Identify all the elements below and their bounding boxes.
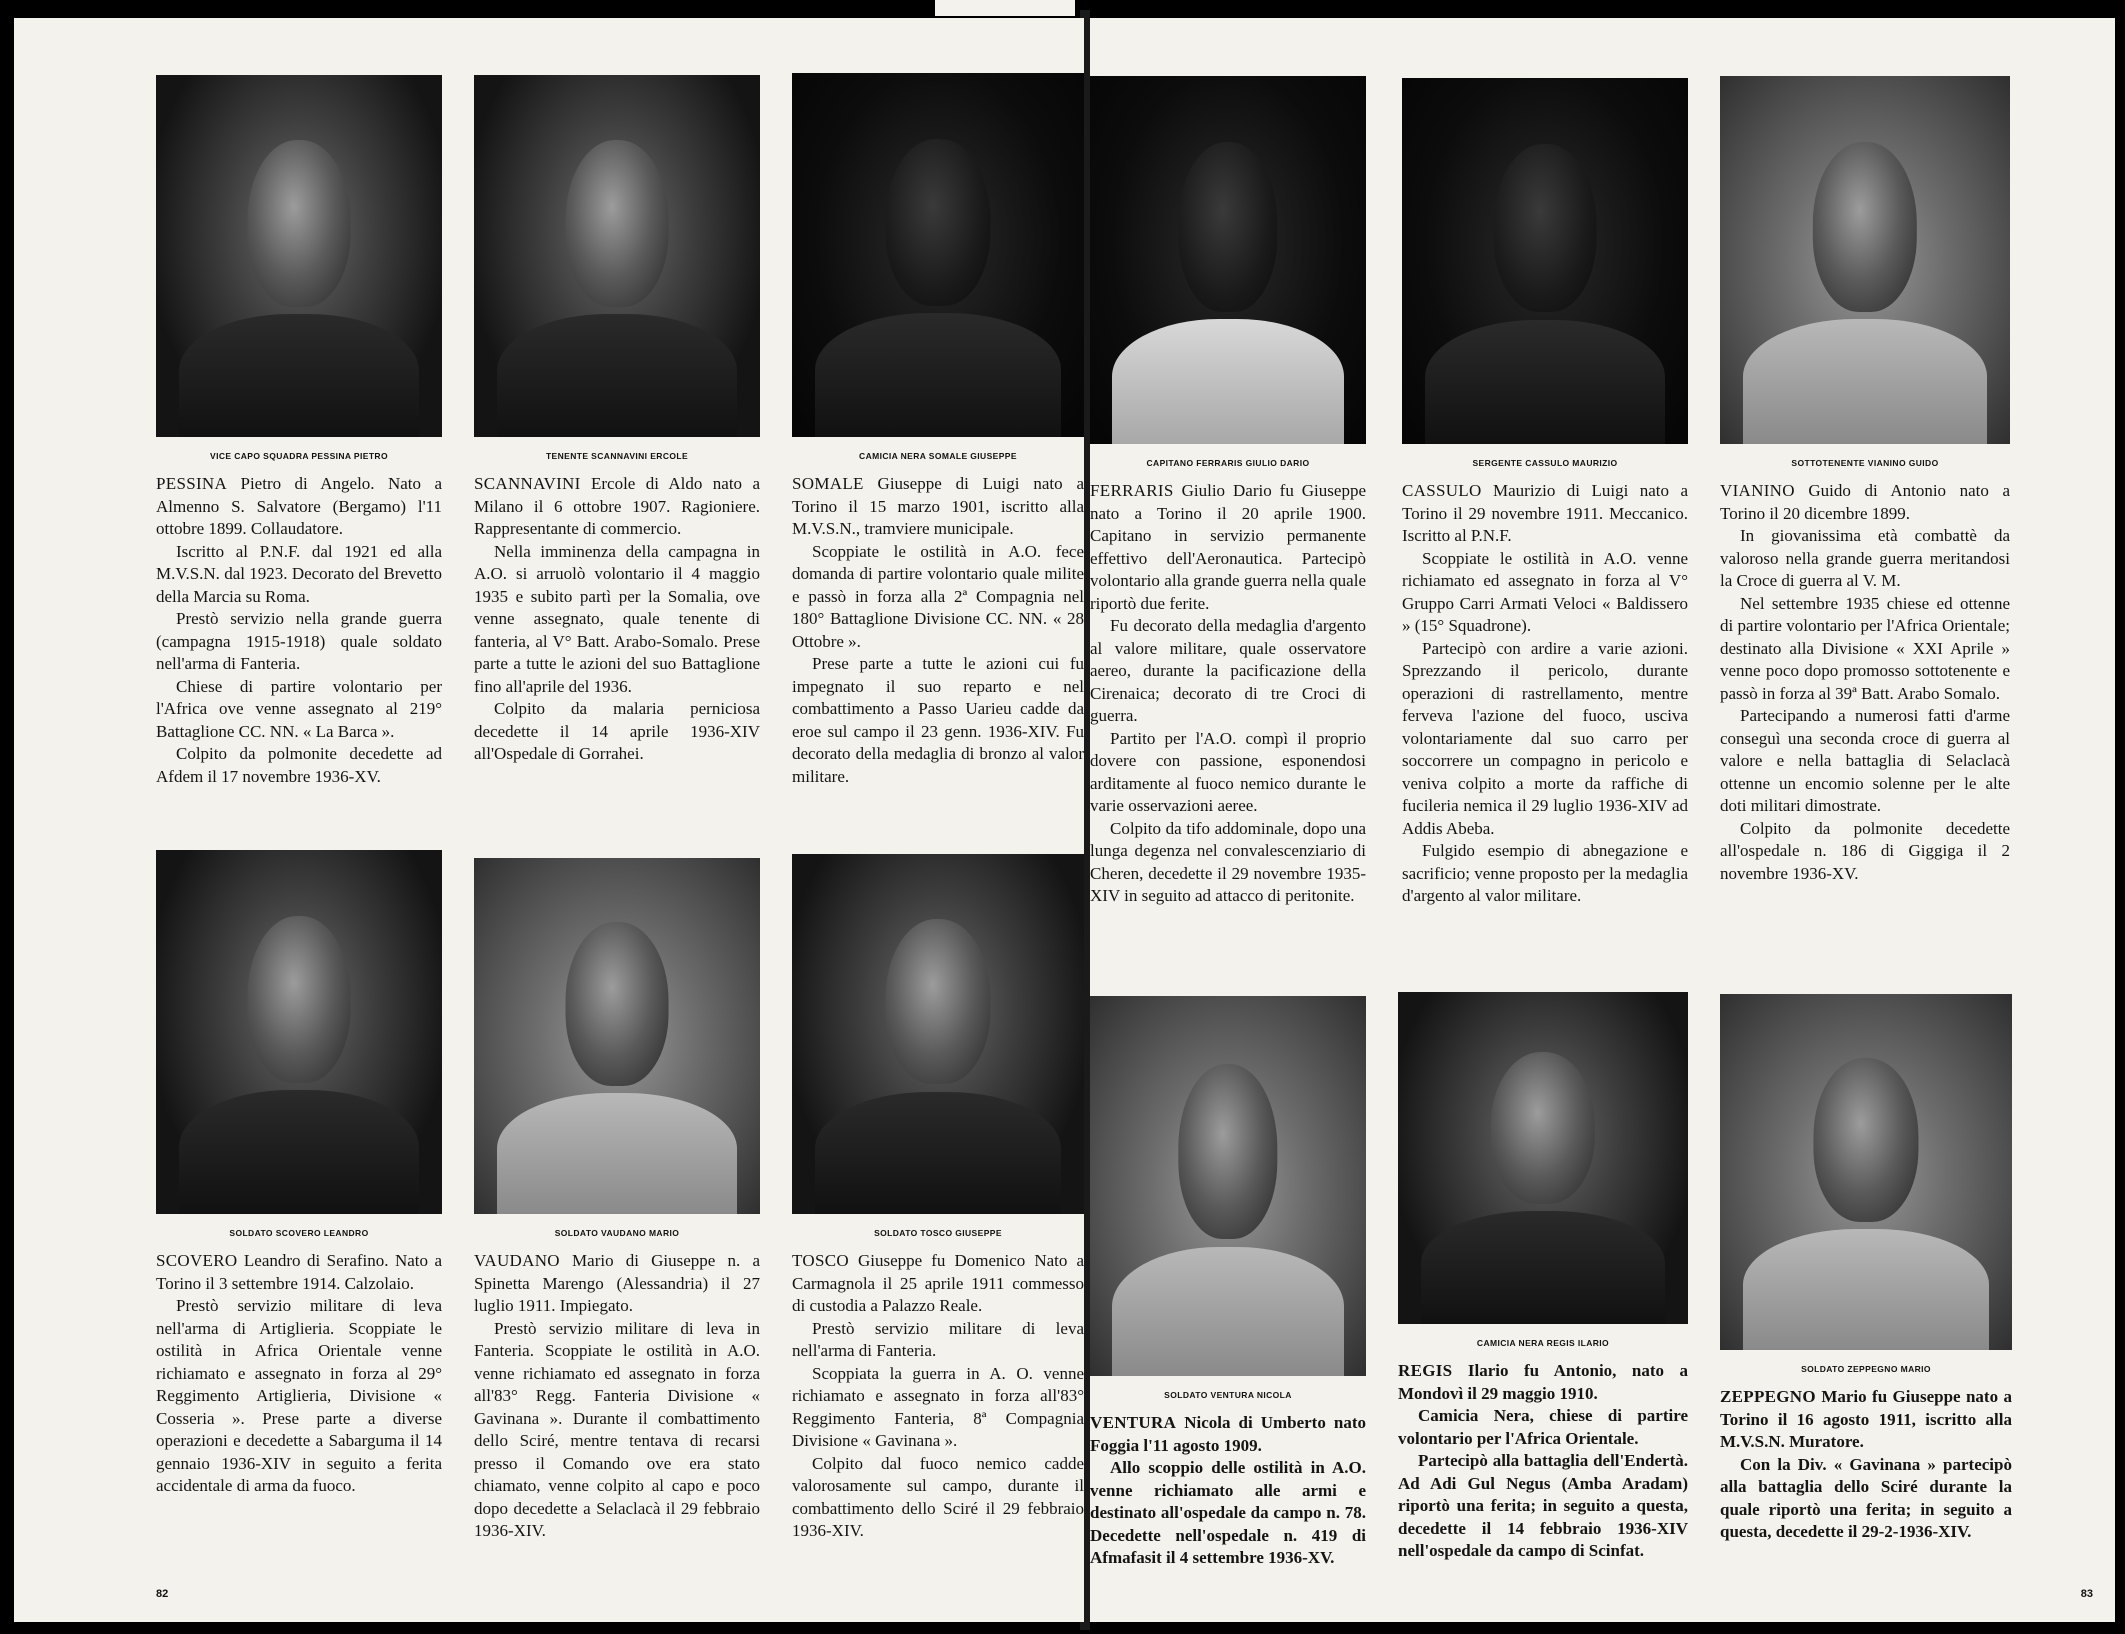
entry-cassulo [1402, 78, 1688, 908]
page-number: 82 [156, 1588, 169, 1600]
page-number: 83 [2080, 1588, 2093, 1600]
entry-vaudano [474, 858, 760, 1543]
biography-text: REGIS Ilario fu Antonio, nato a Mondovì il 29 maggio 1910. Camicia Nera, chiese di partire volontario per l'Africa Orientale. Partecipò alla battaglia dell'Endertà. Ad Adi Gul Negus (Amba Aradam) riportò una ferita; in seguito a questa, decedette il 14 febbraio 1936-XIV nell'ospedale da campo di Scinfat. [1398, 1361, 1688, 1560]
portrait-photo [792, 854, 1084, 1214]
portrait-photo [1720, 994, 2012, 1350]
entry-ferraris [1090, 76, 1366, 908]
entry-somale [792, 73, 1084, 788]
left-page [14, 18, 1084, 1622]
photo-caption: SOLDATO TOSCO GIUSEPPE [874, 1228, 1002, 1238]
photo-caption: SOTTOTENENTE VIANINO GUIDO [1791, 458, 1939, 468]
biography-text: CASSULO Maurizio di Luigi nato a Torino il 29 novembre 1911. Meccanico. Iscritto al P.N.F. Scoppiate le ostilità in A.O. venne richiamato ed assegnato in forza al V° Gruppo Carri Armati Veloci « Baldissero » (15° Squadrone). Partecipò con ardire a varie azioni. Sprezzando il pericolo, durante operazioni di rastrellamento, mentre ferveva l'azione del fuoco, usciva volontariamente dal suo carro per soccorrere un compagno in pericolo e veniva colpito a morte da raffiche di fucileria nemica il 29 luglio 1936-XIV ad Addis Abeba. Fulgido esempio di abnegazione e sacrificio; venne proposto per la medaglia d'argento al valor militare. [1402, 481, 1688, 905]
surname: VAUDANO [474, 1251, 560, 1270]
surname: SCOVERO [156, 1251, 238, 1270]
biography-text: VENTURA Nicola di Umberto nato Foggia l'11 agosto 1909. Allo scoppio delle ostilità in A.O. venne richiamato alle armi e destinato all'ospedale da campo n. 78. Decedette nell'ospedale n. 419 di Afmafasit il 4 settembre 1936-XV. [1090, 1413, 1366, 1567]
right-page [1090, 18, 2115, 1622]
portrait-photo [156, 850, 442, 1214]
photo-caption: SOLDATO VENTURA NICOLA [1164, 1390, 1292, 1400]
entry-pessina [156, 75, 442, 788]
entry-zeppegno [1720, 994, 2012, 1544]
entry-regis [1398, 992, 1688, 1563]
portrait-photo [1398, 992, 1688, 1324]
photo-caption: SOLDATO ZEPPEGNO MARIO [1801, 1364, 1931, 1374]
surname: TOSCO [792, 1251, 849, 1270]
biography-text: SCANNAVINI Ercole di Aldo nato a Milano il 6 ottobre 1907. Ragioniere. Rappresentante di commercio. Nella imminenza della campagna in A.O. si arruolò volontario il 4 maggio 1935 e subito partì per la Somalia, ove venne assegnato, quale tenente di fanteria, al V° Batt. Arabo-Somalo. Prese parte a tutte le azioni del suo Battaglione fino all'aprile del 1936. Colpito da malaria perniciosa decedette il 14 aprile 1936-XIV all'Ospedale di Gorrahei. [474, 474, 760, 763]
entry-ventura [1090, 996, 1366, 1570]
edge-mark [2105, 42, 2109, 54]
surname: FERRARIS [1090, 481, 1174, 500]
biography-text: PESSINA Pietro di Angelo. Nato a Almenno S. Salvatore (Bergamo) l'11 ottobre 1899. Collaudatore. Iscritto al P.N.F. dal 1921 ed alla M.V.S.N. dal 1923. Decorato del Brevetto della Marcia su Roma. Prestò servizio nella grande guerra (campagna 1915-1918) quale soldato nell'arma di Fanteria. Chiese di partire volontario per l'Africa ove venne assegnato al 219° Battaglione CC. NN. « La Barca ». Colpito da polmonite decedette ad Afdem il 17 novembre 1936-XV. [156, 474, 442, 786]
photo-caption: CAMICIA NERA SOMALE GIUSEPPE [859, 451, 1017, 461]
portrait-photo [474, 75, 760, 437]
biography-text: SCOVERO Leandro di Serafino. Nato a Torino il 3 settembre 1914. Calzolaio. Prestò servizio militare di leva nell'arma di Artiglieria. Scoppiate le ostilità in Africa Orientale venne richiamato e assegnato in forza al 29° Reggimento Artiglieria, Divisione « Cosseria ». Prese parte a diverse operazioni e decedette a Sabarguma il 14 gennaio 1936-XIV in seguito a ferita accidentale di arma da fuoco. [156, 1251, 442, 1495]
portrait-photo [1090, 996, 1366, 1376]
biography-text: ZEPPEGNO Mario fu Giuseppe nato a Torino il 16 agosto 1911, iscritto alla M.V.S.N. Muratore. Con la Div. « Gavinana » partecipò alla battaglia dello Sciré durante la quale riportò una ferita; in seguito a questa, decedette il 29-2-1936-XIV. [1720, 1387, 2012, 1541]
photo-caption: SOLDATO SCOVERO LEANDRO [229, 1228, 369, 1238]
surname: CASSULO [1402, 481, 1482, 500]
photo-caption: CAMICIA NERA REGIS ILARIO [1476, 1338, 1610, 1348]
photo-caption: VICE CAPO SQUADRA PESSINA PIETRO [210, 451, 388, 461]
surname: SCANNAVINI [474, 474, 581, 493]
surname: ZEPPEGNO [1720, 1387, 1816, 1406]
top-paper-slip [935, 0, 1075, 16]
surname: PESSINA [156, 474, 228, 493]
photo-caption: SERGENTE CASSULO MAURIZIO [1472, 458, 1618, 468]
photo-caption: TENENTE SCANNAVINI ERCOLE [545, 451, 689, 461]
biography-text: TOSCO Giuseppe fu Domenico Nato a Carmagnola il 25 aprile 1911 commesso di custodia a Palazzo Reale. Prestò servizio militare di leva nell'arma di Fanteria. Scoppiata la guerra in A. O. venne richiamato e assegnato in forza all'83° Reggimento Fanteria, 8ª Compagnia Divisione « Gavinana ». Colpito dal fuoco nemico cadde valorosamente sul campo, durante il combattimento dello Sciré il 29 febbraio 1936-XIV. [792, 1251, 1084, 1540]
portrait-photo [156, 75, 442, 437]
entry-scannavini [474, 75, 760, 766]
portrait-photo [474, 858, 760, 1214]
portrait-photo [1720, 76, 2010, 444]
biography-text: FERRARIS Giulio Dario fu Giuseppe nato a Torino il 20 aprile 1900. Capitano in servizio permanente effettivo dell'Aeronautica. Partecipò volontario alla grande guerra nella quale riportò due ferite. Fu decorato della medaglia d'argento al valore militare, quale osservatore aereo, durante la pacificazione della Cirenaica; decorato di tre Croci di guerra. Partito per l'A.O. compì il proprio dovere con passione, esponendosi arditamente al fuoco nemico durante le varie osservazioni aeree. Colpito da tifo addominale, dopo una lunga degenza nel convalescenziario di Cheren, decedette il 29 novembre 1935-XIV in seguito ad attacco di peritonite. [1090, 481, 1366, 905]
biography-text: VAUDANO Mario di Giuseppe n. a Spinetta Marengo (Alessandria) il 27 luglio 1911. Impiegato. Prestò servizio militare di leva in Fanteria. Scoppiate le ostilità in A.O. venne richiamato ed assegnato in forza all'83° Regg. Fanteria Divisione « Gavinana ». Durante il combattimento dello Sciré, mentre tentava di recarsi presso il Comando ove era stato chiamato, venne colpito al capo e poco dopo decedette a Selaclacà il 29 febbraio 1936-XIV. [474, 1251, 760, 1540]
biography-text: VIANINO Guido di Antonio nato a Torino il 20 dicembre 1899. In giovanissima età combattè da valoroso nella grande guerra meritandosi la Croce di guerra al V. M. Nel settembre 1935 chiese ed ottenne di partire volontario per l'Africa Orientale; destinato alla Divisione « XXI Aprile » venne poco dopo promosso sottotenente e passò in forza al 39ª Batt. Arabo Somalo. Partecipando a numerosi fatti d'arme conseguì una seconda croce di guerra al valore e nella battaglia di Selaclacà ottenne un encomio solenne per le alte doti militari dimostrate. Colpito da polmonite decedette all'ospedale n. 186 di Giggiga il 2 novembre 1936-XV. [1720, 481, 2010, 883]
surname: VENTURA [1090, 1413, 1177, 1432]
portrait-photo [1090, 76, 1366, 444]
portrait-photo [1402, 78, 1688, 444]
surname: VIANINO [1720, 481, 1795, 500]
portrait-photo [792, 73, 1084, 437]
photo-caption: CAPITANO FERRARIS GIULIO DARIO [1146, 458, 1310, 468]
biography-text: SOMALE Giuseppe di Luigi nato a Torino il 15 marzo 1901, iscritto alla M.V.S.N., tramviere municipale. Scoppiate le ostilità in A.O. fece domanda di partire volontario quale milite e passò in forza alla 2ª Compagnia nel 180° Battaglione Divisione CC. NN. « 28 Ottobre ». Prese parte a tutte le azioni cui fu impegnato il suo reparto e nel combattimento a Passo Uarieu cadde da eroe sul campo il 23 genn. 1936-XIV. Fu decorato della medaglia di bronzo al valor militare. [792, 474, 1084, 786]
surname: SOMALE [792, 474, 864, 493]
entry-vianino [1720, 76, 2010, 885]
surname: REGIS [1398, 1361, 1453, 1380]
entry-scovero [156, 850, 442, 1498]
entry-tosco [792, 854, 1084, 1543]
photo-caption: SOLDATO VAUDANO MARIO [554, 1228, 680, 1238]
